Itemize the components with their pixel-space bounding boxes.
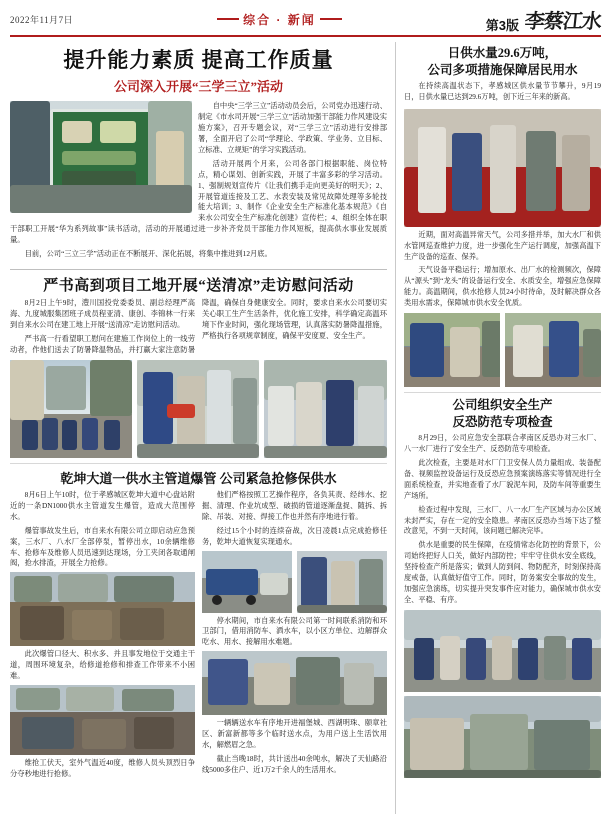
third-r-p1: 他们严格按照工艺操作程序，各负其责、经纬水、挖掘、清理、作业坑成型、破损的管道逐渐盘捉、随拆、拆除、吊装、对接、焊接工作也并然有序地进行着。 bbox=[202, 489, 387, 521]
photo-handover-supplies bbox=[137, 360, 259, 458]
third-body bbox=[10, 490, 387, 783]
side1-headline-line1: 日供水量29.6万吨， bbox=[447, 46, 558, 60]
side2-headline bbox=[404, 397, 601, 431]
side2-p4: 供水是重要的民生保障，在疫情常态化防控的背景下，公司始终把好人口关，做好内部防控；牢牢守住供水安全底线，坚持检查产所是落实；做到人防到间、物防配齐，时刻保持高度戒备，认真做好值守工作。同时，防务案安全事故的发生，加强应急演练，切实提升突发事件应对能力，确保城市供水安全、平稳、有序。 bbox=[404, 541, 601, 605]
third-l-p4: 维抢工伏天，室外气温近40度，维修人员头顶烈日争分夺秒地进行抢修。 bbox=[10, 758, 195, 779]
side1-headline-line2: 公司多项措施保障居民用水 bbox=[427, 62, 578, 77]
side-divider bbox=[404, 392, 601, 393]
third-l-p2: 爆管事故发生后，市自来水有限公司立即启动应急预案，三水厂、八水厂全部停泵，暂停出水，10余辆维修车、抢修车及维修人员迅速到达现场，分工夹闭各取通闸阀，抢水排渣，开展全力抢修。 bbox=[10, 525, 195, 568]
third-r-p4: 一辆辆送水车有序地开进福堡城、西湖明珠、颐章社区、新富新都等多个临时送水点，为用户送上生活饮用水，解燃眉之急。 bbox=[202, 718, 387, 750]
side2-headline-line1: 公司组织安全生产 bbox=[452, 398, 553, 413]
masthead bbox=[10, 6, 601, 37]
third-l-p3: 此次爆管口径大、积水多、并且事发地位于交通主干道，周围环境复杂，给修道抢修和排查工作带来不小困难。 bbox=[10, 649, 195, 681]
masthead-right bbox=[486, 5, 601, 34]
article-third bbox=[10, 468, 387, 783]
lead-paragraph-1: 自中央“三学三立”活动动员会后，公司党办迅速行动、制定《市水司开展“三学三立”活动加强干部能力作风建设实施方案》，召开专题会议，对“三学三立”活动进行安排部署，全面开启了公司“学理论、学政策、学业务、立目标、立标准、立规矩”的学习实践活动。 bbox=[198, 101, 387, 154]
third-headline: 乾坤大道一供水主管道爆管 公司紧急抢修保供水 bbox=[60, 470, 337, 486]
second-paragraph-2: 严书高一行看望职工慰问在建施工作岗位上的一线劳动者，作他们送去了防暑降温物品，并打赢大家注意防暑降温，确保自身健康安全。同时，要求自来水公司要切实关心职工生产生活条件，优化施工安排，科学确定高温环境下作业时间，强化现场管理，认真落实防暑降温措施，严格执行各项规章制度，确保平安度夏、安全生产。 bbox=[10, 298, 387, 354]
section-title-text: 综合 · 新闻 bbox=[243, 12, 316, 27]
page-number: 第3版 bbox=[485, 17, 519, 33]
lead-paragraph-2: 活动开展两个月来，公司各部门根据职能、岗位特点，精心谋划、创新实践，开展了丰富多彩的学习活动。1、强制规划宣传片《让我们携手走向更美好的明天》；2、开展管道连接及工艺、水表安装及常见故障处理等多轮技能大培训；3、制作《企业安全生产标准化基本规范》《自来水公司安全生产标准化创建》宣传栏；4、组织全体在职干部职工开展“华为系列故事”读书活动，活动的开展通过进一步补齐党员干部能力作风短板，提高供水事业发展质量。 bbox=[10, 158, 387, 245]
photo-residents-water bbox=[202, 651, 387, 715]
divider-2 bbox=[10, 463, 387, 464]
photo-field-test-2 bbox=[505, 313, 601, 387]
photo-street-workers bbox=[10, 360, 132, 458]
side-article-1 bbox=[404, 45, 601, 387]
newspaper-logo: 李蔡江水 bbox=[523, 10, 602, 33]
lead-photo-wrap bbox=[10, 101, 192, 213]
second-paragraph-1: 8月2日上午9时，澧川国投党委委员、副总经理严高海、九度城服集团班子成员程亚清、康创、李锦林一行来到自来水公司在建工地上开展“送清凉”走访慰问活动。 bbox=[10, 298, 195, 329]
side-column bbox=[395, 42, 601, 814]
photo-plant-facility bbox=[404, 696, 601, 778]
photo-field-test-1 bbox=[404, 313, 500, 387]
third-photo-row bbox=[202, 551, 387, 613]
photo-pump-room bbox=[404, 109, 601, 227]
divider-1 bbox=[10, 269, 387, 270]
side2-p1: 8月29日，公司应急安全部联合孝南区反恐办对三水厂、八一水厂进行了安全生产、反恐防范专项检查。 bbox=[404, 433, 601, 453]
lead-paragraph-3: 目前，公司“三立三学”活动正在不断展开、深化拓展，将集中推进到12月底。 bbox=[24, 249, 272, 259]
third-col-right bbox=[202, 490, 387, 783]
masthead-rule-left bbox=[217, 18, 239, 20]
photo-control-panel bbox=[10, 101, 192, 213]
publication-date: 2022年11月7日 bbox=[10, 14, 74, 25]
third-r-p3: 停水期间，市自来水有限公司第一时间联系消防和环卫部门，借用消防车、洒水车，以小区方单位、边解群众吃水、用水、接解用水难题。 bbox=[202, 615, 387, 647]
third-l-p1: 8月6日上午10时，位于孝感城区乾坤大道中心盘站附近的一条DN1000供水主管道发生爆管，造成大范围停水。 bbox=[10, 489, 195, 521]
side1-photo-row bbox=[404, 313, 601, 387]
photo-site-visit bbox=[264, 360, 387, 458]
second-headline: 严书高到项目工地开展“送清凉”走访慰问活动 bbox=[43, 278, 354, 295]
main-column bbox=[10, 42, 395, 814]
third-col-left bbox=[10, 490, 195, 783]
article-lead bbox=[10, 44, 387, 263]
side-article-2 bbox=[404, 397, 601, 778]
masthead-section-title bbox=[217, 11, 342, 28]
side2-p2: 此次检查，主要是对水厂门卫安保人员力量组成、装备配备、视频监控设备运行及反恐应急预案演练落实等情况进行全面系统检查，并实地查看了水厂貌泥车间，及防车间等重要生产场所。 bbox=[404, 458, 601, 500]
photo-filling-water bbox=[297, 551, 387, 613]
side1-p3: 天气设备平稳运行；增加原水、出厂水的检测频次，保障从“源头”到“龙头”的设备运行安全、水质安全，增强应急保障能力。高温期间，供水抢修人员24小时待命，及时解决群众各类用水需求，保障城市供水安全优质。 bbox=[404, 266, 601, 308]
third-r-p5: 截止当晚18时，共计送出40余吨水，解决了天仙路沿线5000多住户、近1万2千余人的生活用水。 bbox=[202, 754, 387, 775]
masthead-rule-right bbox=[320, 18, 342, 20]
article-second bbox=[10, 274, 387, 458]
photo-excavation-1 bbox=[10, 572, 195, 646]
photo-excavation-2 bbox=[10, 685, 195, 755]
side2-p3: 检查过程中发现，三水厂、八一水厂生产区域与办公区域未封严实，存在一定的安全隐患。孝南区反恐办当场下达了整改意见，不到一天时间，该问题已解决完毕。 bbox=[404, 505, 601, 536]
side1-headline bbox=[404, 45, 601, 79]
side2-headline-line2: 反恐防范专项检查 bbox=[452, 415, 553, 430]
side1-p2: 近期，面对高温异常天气，公司多措并举，加大水厂和供水管网巡查维护力度，进一步强化生产运行调度，加强高温下生产设备的巡查、保养。 bbox=[404, 230, 601, 261]
photo-water-truck bbox=[202, 551, 292, 613]
second-body bbox=[10, 298, 387, 356]
photo-inspection-group bbox=[404, 610, 601, 692]
second-photo-row bbox=[10, 360, 387, 458]
page-columns bbox=[10, 42, 601, 814]
third-r-p2: 经过15个小时的连续奋战，次日凌晨1点完成抢修任务，乾坤大道恢复实现通水。 bbox=[202, 525, 387, 546]
side1-p1: 在持续高温状态下，孝感城区供水量节节攀升，9月19日，日供水量已达到29.6万吨，创下近三年来的新高。 bbox=[404, 81, 601, 101]
lead-headline: 提升能力素质 提高工作质量 bbox=[63, 48, 334, 72]
lead-subheadline: 公司深入开展“三学三立”活动 bbox=[113, 79, 283, 94]
